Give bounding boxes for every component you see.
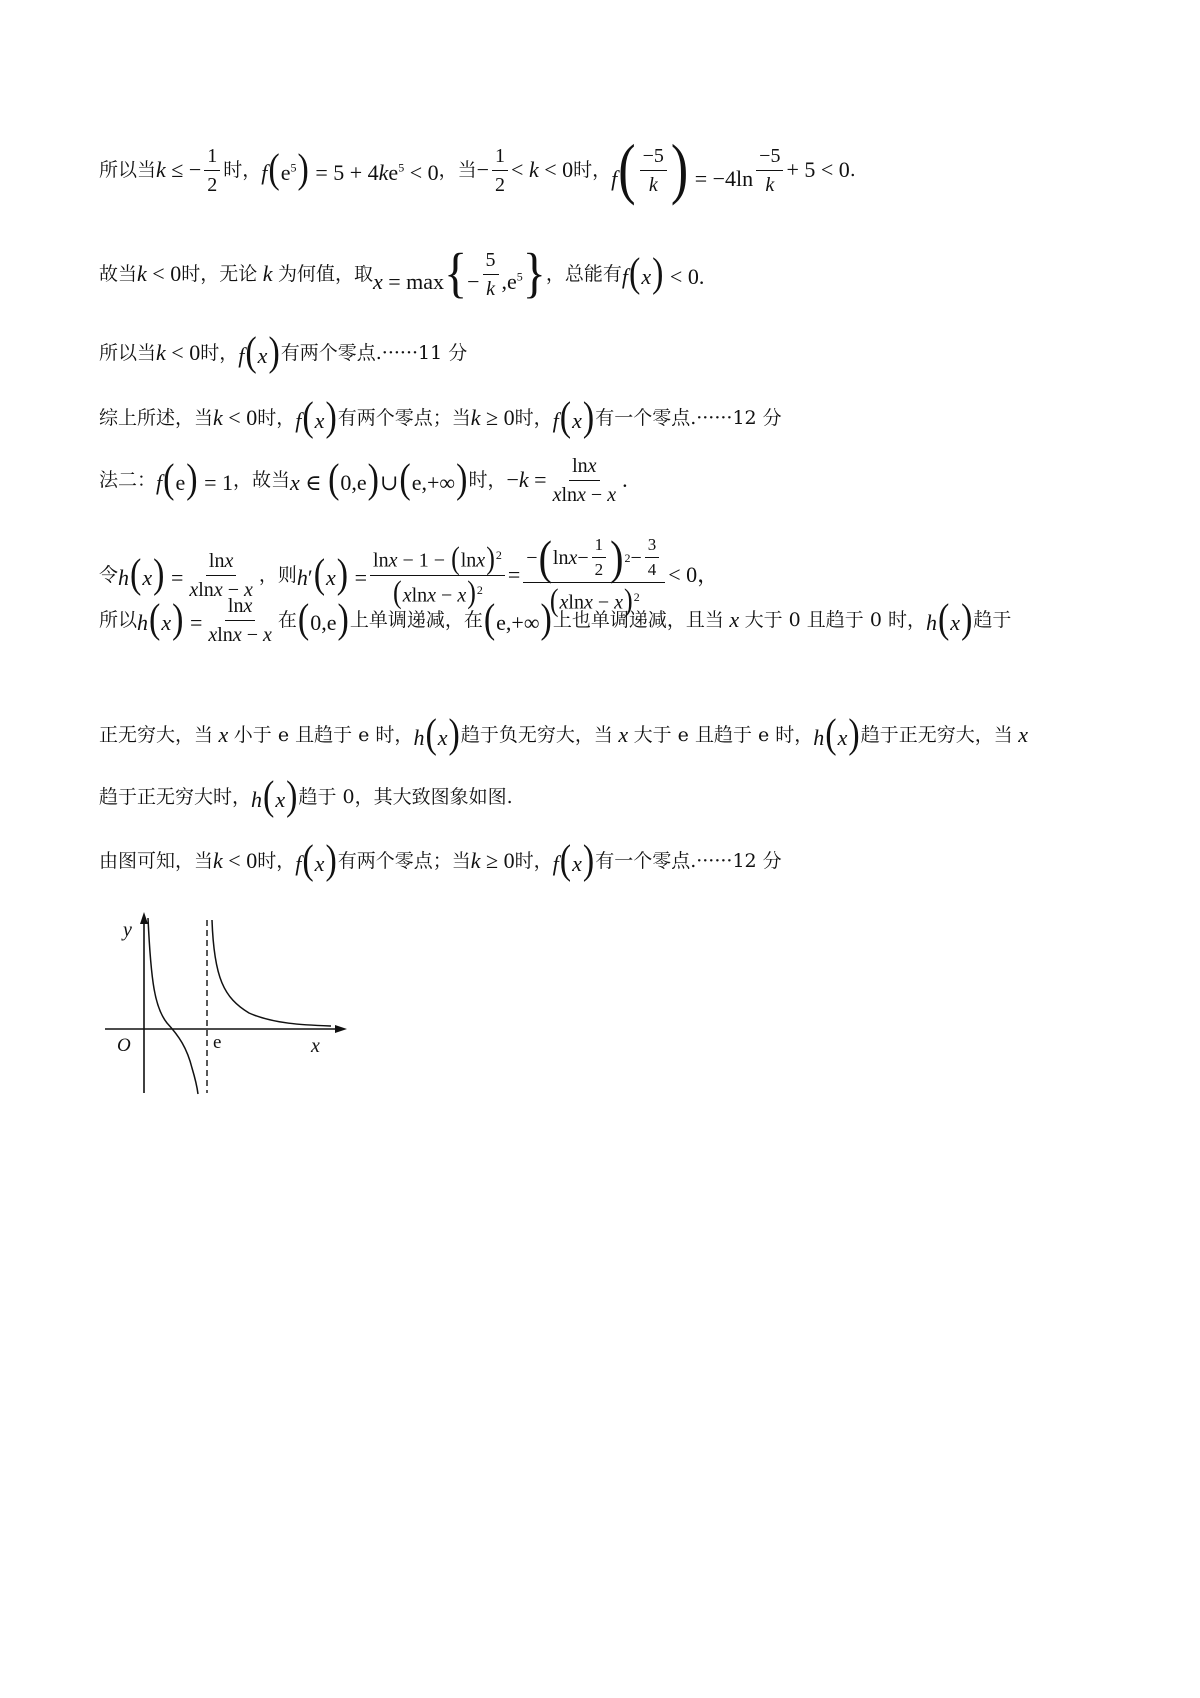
text: 所以当 — [99, 342, 157, 364]
text: 由图可知，当 — [99, 850, 214, 872]
formula: h(x) = — [118, 552, 184, 597]
formula: x — [1012, 722, 1028, 747]
origin-label: O — [117, 1035, 131, 1056]
function-graph — [99, 908, 359, 1098]
formula: . — [622, 467, 628, 492]
text: 时， — [257, 407, 296, 429]
text: ，当 — [438, 159, 477, 181]
text: 所以当 — [99, 159, 157, 181]
formula: $f(e^5) = 5 + 4ke^5 < 0$ — [261, 147, 439, 192]
formula: = — [507, 562, 521, 587]
formula: x — [612, 722, 634, 747]
formula: (e,+∞) — [483, 597, 552, 642]
text: 时， — [573, 159, 612, 181]
text: 趋于正无穷大，当 — [860, 724, 1013, 746]
fraction: $\frac{\ln x}{xlnx - x}$ — [552, 454, 617, 506]
line-8 — [99, 712, 1140, 757]
text: 趋于 — [973, 609, 1012, 631]
line-7 — [99, 590, 1140, 650]
formula: h(x) — [413, 712, 460, 757]
formula: k ≥ 0 — [470, 405, 515, 430]
formula: h(x) — [251, 774, 298, 819]
text: 为何值，取 — [277, 263, 373, 285]
formula: < 0， — [668, 562, 720, 587]
text: 大于 e 且趋于 e 时， — [633, 724, 814, 746]
text: 有两个零点.······11 分 — [280, 342, 468, 364]
formula: −k = — [506, 467, 547, 492]
formula: k < 0 — [213, 405, 258, 430]
text: 正无穷大，当 — [99, 724, 214, 746]
fraction: $\frac{\ln x}{xlnx - x}$ — [208, 594, 272, 646]
formula: f( — [611, 132, 636, 207]
text: 时， — [468, 469, 507, 491]
curve-right-branch — [212, 920, 331, 1026]
formula: x ∈ (0,e)∪(e,+∞) — [290, 457, 468, 502]
fraction: $\frac{-5}{k}$ — [640, 144, 667, 197]
text: 时， — [223, 159, 262, 181]
text: 上单调递减，在 — [349, 609, 483, 631]
text: 小于 e 且趋于 e 时， — [233, 724, 414, 746]
text: 时， — [257, 850, 296, 872]
text: 有一个零点.······12 分 — [595, 407, 782, 429]
text: 时， — [514, 850, 553, 872]
text: 趋于 0，其大致图象如图. — [298, 786, 513, 808]
text: 故当 — [99, 263, 138, 285]
text: 上也单调递减，且当 — [552, 609, 724, 631]
text: 时， — [514, 407, 553, 429]
formula: k — [257, 261, 278, 286]
line-9 — [99, 774, 1140, 819]
fraction: $\frac{\ln x - 1 - (\ln x)^2}{(xlnx - x)^2}$ — [370, 543, 505, 607]
curve-left-branch — [148, 918, 198, 1094]
y-axis-arrow — [140, 912, 148, 924]
line-1 — [99, 132, 1140, 207]
fraction: − ( ln x − $\frac{1}{2}$ ) 2 − $\frac{3}{4}$ $(xlnx - x)^2$ — [523, 535, 665, 615]
text: 时， — [200, 342, 239, 364]
formula: k < 0 — [213, 848, 258, 873]
formula: x — [723, 607, 745, 632]
text: ，故当 — [232, 469, 290, 491]
formula: f(x) < 0. — [621, 251, 705, 296]
formula: k ≤ − — [156, 157, 202, 182]
formula: − — [476, 157, 490, 182]
formula: (0,e) — [297, 597, 349, 642]
fraction: $\frac{-5}{k}$ — [756, 144, 783, 197]
text: ，总能有 — [545, 263, 622, 285]
text: 有一个零点.······12 分 — [595, 850, 782, 872]
line-4 — [99, 395, 1140, 440]
formula: k < 0 — [137, 261, 182, 286]
line-3 — [99, 330, 1140, 375]
text: 趋于正无穷大时， — [99, 786, 252, 808]
formula: f(x) — [552, 395, 595, 440]
text: 所以 — [99, 609, 138, 631]
fraction: $\frac{1}{2}$ — [492, 144, 508, 197]
formula: h(x) = — [137, 597, 203, 642]
text: 趋于负无穷大，当 — [460, 724, 613, 746]
formula: ) = −4ln — [670, 132, 754, 207]
fraction: $\frac{5}{k}$ — [483, 248, 499, 301]
line-2 — [99, 244, 1140, 304]
e-label: e — [213, 1032, 222, 1053]
line-10 — [99, 838, 1140, 883]
formula: f(x) — [238, 330, 280, 375]
formula: x = max{− — [373, 242, 480, 304]
text: 时，无论 — [181, 263, 258, 285]
formula: x — [213, 722, 234, 747]
text: 有两个零点；当 — [337, 850, 471, 872]
formula: + 5 < 0 — [786, 157, 850, 182]
text: 在 — [277, 609, 297, 631]
formula: h(x) — [925, 597, 973, 642]
line-5 — [99, 450, 1140, 510]
formula: $,e^5$} — [501, 242, 546, 304]
formula: < k < 0 — [511, 157, 574, 182]
formula: f(x) — [295, 838, 337, 883]
fraction: $\frac{\ln x}{xlnx - x}$ — [189, 549, 253, 601]
text: 有两个零点；当 — [337, 407, 471, 429]
formula: f(e) = 1 — [156, 457, 233, 502]
x-axis-label: x — [311, 1035, 320, 1057]
text: 法二： — [99, 469, 157, 491]
text: ，则 — [258, 564, 297, 586]
y-axis-label: y — [123, 919, 132, 941]
formula: k < 0 — [156, 340, 201, 365]
formula: f(x) — [295, 395, 337, 440]
text: 令 — [99, 564, 119, 586]
x-axis-arrow — [335, 1025, 347, 1033]
text: 综上所述，当 — [99, 407, 214, 429]
text: . — [849, 159, 856, 181]
fraction: $\frac{1}{2}$ — [204, 144, 220, 197]
formula: h(x) — [813, 712, 860, 757]
formula: f(x) — [552, 838, 595, 883]
formula: k ≥ 0 — [470, 848, 515, 873]
formula: h′(x) = — [296, 552, 368, 597]
text: 大于 0 且趋于 0 时， — [744, 609, 926, 631]
